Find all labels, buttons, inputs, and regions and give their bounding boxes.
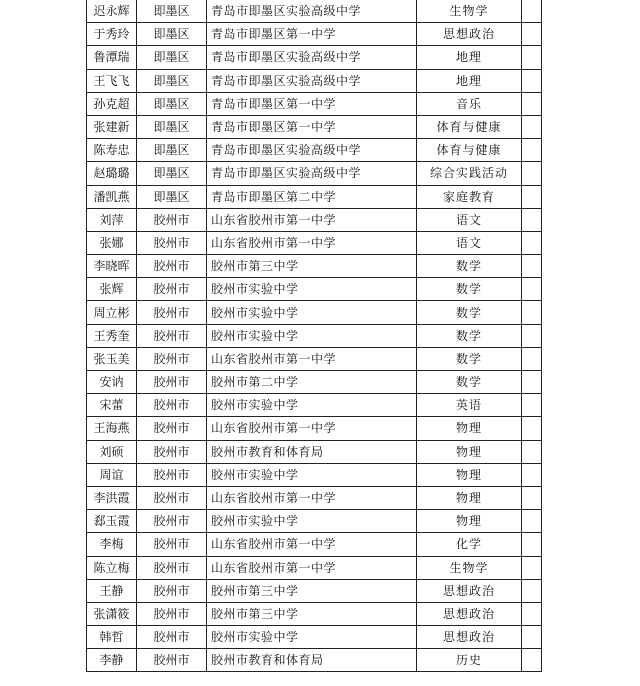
school-cell: 青岛市即墨区实验高级中学 (207, 69, 417, 92)
name-cell: 刘萍 (87, 208, 137, 231)
school-cell: 胶州市第二中学 (207, 371, 417, 394)
district-cell: 胶州市 (137, 463, 207, 486)
table-row (87, 417, 542, 440)
school-cell: 胶州市第三中学 (207, 602, 417, 625)
name-cell: 韩哲 (87, 626, 137, 649)
subject-cell: 物理 (417, 463, 522, 486)
table-row (87, 556, 542, 579)
district-cell: 胶州市 (137, 324, 207, 347)
subject-cell: 数学 (417, 371, 522, 394)
name-cell: 李静 (87, 649, 137, 672)
school-cell: 胶州市教育和体育局 (207, 649, 417, 672)
name-cell: 于秀玲 (87, 23, 137, 46)
school-cell: 青岛市即墨区第二中学 (207, 185, 417, 208)
subject-cell: 地理 (417, 46, 522, 69)
table-row (87, 347, 542, 370)
district-cell: 胶州市 (137, 371, 207, 394)
school-cell: 山东省胶州市第一中学 (207, 347, 417, 370)
district-cell: 即墨区 (137, 46, 207, 69)
district-cell: 胶州市 (137, 394, 207, 417)
district-cell: 即墨区 (137, 162, 207, 185)
school-cell: 胶州市实验中学 (207, 324, 417, 347)
blank-cell (522, 371, 542, 394)
name-cell: 刘硕 (87, 440, 137, 463)
school-cell: 山东省胶州市第一中学 (207, 556, 417, 579)
district-cell: 即墨区 (137, 23, 207, 46)
name-cell: 周谊 (87, 463, 137, 486)
name-cell: 王海燕 (87, 417, 137, 440)
blank-cell (522, 649, 542, 672)
district-cell: 即墨区 (137, 92, 207, 115)
subject-cell: 体育与健康 (417, 115, 522, 138)
school-cell: 胶州市实验中学 (207, 626, 417, 649)
name-cell: 陈立梅 (87, 556, 137, 579)
district-cell: 即墨区 (137, 0, 207, 23)
name-cell: 张建新 (87, 115, 137, 138)
school-cell: 胶州市教育和体育局 (207, 440, 417, 463)
blank-cell (522, 162, 542, 185)
table-row (87, 115, 542, 138)
school-cell: 胶州市第三中学 (207, 255, 417, 278)
table-row (87, 185, 542, 208)
school-cell: 青岛市即墨区第一中学 (207, 115, 417, 138)
blank-cell (522, 92, 542, 115)
district-cell: 胶州市 (137, 347, 207, 370)
table-row (87, 324, 542, 347)
subject-cell: 物理 (417, 486, 522, 509)
table-row (87, 255, 542, 278)
district-cell: 胶州市 (137, 208, 207, 231)
table-row (87, 301, 542, 324)
name-cell: 王静 (87, 579, 137, 602)
school-cell: 山东省胶州市第一中学 (207, 417, 417, 440)
blank-cell (522, 46, 542, 69)
blank-cell (522, 255, 542, 278)
blank-cell (522, 208, 542, 231)
name-cell: 周立彬 (87, 301, 137, 324)
blank-cell (522, 463, 542, 486)
subject-cell: 综合实践活动 (417, 162, 522, 185)
subject-cell: 音乐 (417, 92, 522, 115)
blank-cell (522, 626, 542, 649)
subject-cell: 体育与健康 (417, 139, 522, 162)
blank-cell (522, 440, 542, 463)
school-cell: 青岛市即墨区实验高级中学 (207, 0, 417, 23)
school-cell: 山东省胶州市第一中学 (207, 231, 417, 254)
district-cell: 胶州市 (137, 440, 207, 463)
district-cell: 胶州市 (137, 486, 207, 509)
table-row (87, 486, 542, 509)
school-cell: 青岛市即墨区第一中学 (207, 92, 417, 115)
subject-cell: 数学 (417, 255, 522, 278)
subject-cell: 生物学 (417, 556, 522, 579)
table-row (87, 649, 542, 672)
table-row (87, 208, 542, 231)
district-cell: 即墨区 (137, 69, 207, 92)
name-cell: 张娜 (87, 231, 137, 254)
table-row (87, 231, 542, 254)
subject-cell: 语文 (417, 208, 522, 231)
blank-cell (522, 579, 542, 602)
name-cell: 赵璐璐 (87, 162, 137, 185)
district-cell: 即墨区 (137, 139, 207, 162)
table-row (87, 0, 542, 23)
name-cell: 张潇筱 (87, 602, 137, 625)
name-cell: 孙克超 (87, 92, 137, 115)
district-cell: 胶州市 (137, 649, 207, 672)
district-cell: 胶州市 (137, 533, 207, 556)
name-cell: 陈寿忠 (87, 139, 137, 162)
table-row (87, 440, 542, 463)
school-cell: 山东省胶州市第一中学 (207, 208, 417, 231)
name-cell: 李晓晖 (87, 255, 137, 278)
school-cell: 青岛市即墨区第一中学 (207, 23, 417, 46)
subject-cell: 数学 (417, 278, 522, 301)
subject-cell: 历史 (417, 649, 522, 672)
blank-cell (522, 139, 542, 162)
subject-cell: 英语 (417, 394, 522, 417)
district-cell: 即墨区 (137, 115, 207, 138)
district-cell: 胶州市 (137, 231, 207, 254)
table-row (87, 626, 542, 649)
school-cell: 青岛市即墨区实验高级中学 (207, 162, 417, 185)
name-cell: 迟永辉 (87, 0, 137, 23)
blank-cell (522, 533, 542, 556)
subject-cell: 思想政治 (417, 579, 522, 602)
district-cell: 胶州市 (137, 602, 207, 625)
name-cell: 王飞飞 (87, 69, 137, 92)
school-cell: 胶州市实验中学 (207, 301, 417, 324)
blank-cell (522, 556, 542, 579)
blank-cell (522, 115, 542, 138)
table-row (87, 602, 542, 625)
district-cell: 胶州市 (137, 417, 207, 440)
district-cell: 胶州市 (137, 556, 207, 579)
blank-cell (522, 324, 542, 347)
subject-cell: 思想政治 (417, 626, 522, 649)
school-cell: 胶州市第三中学 (207, 579, 417, 602)
blank-cell (522, 278, 542, 301)
subject-cell: 家庭教育 (417, 185, 522, 208)
school-cell: 胶州市实验中学 (207, 510, 417, 533)
subject-cell: 数学 (417, 324, 522, 347)
blank-cell (522, 510, 542, 533)
name-cell: 安讷 (87, 371, 137, 394)
blank-cell (522, 301, 542, 324)
table-row (87, 162, 542, 185)
blank-cell (522, 0, 542, 23)
subject-cell: 数学 (417, 301, 522, 324)
table-row (87, 139, 542, 162)
teacher-list-table (86, 0, 542, 672)
district-cell: 胶州市 (137, 278, 207, 301)
school-cell: 山东省胶州市第一中学 (207, 486, 417, 509)
table-row (87, 510, 542, 533)
school-cell: 青岛市即墨区实验高级中学 (207, 46, 417, 69)
name-cell: 郄玉霞 (87, 510, 137, 533)
name-cell: 潘凯燕 (87, 185, 137, 208)
district-cell: 胶州市 (137, 579, 207, 602)
blank-cell (522, 602, 542, 625)
district-cell: 胶州市 (137, 255, 207, 278)
subject-cell: 思想政治 (417, 602, 522, 625)
name-cell: 宋蕾 (87, 394, 137, 417)
school-cell: 胶州市实验中学 (207, 463, 417, 486)
district-cell: 胶州市 (137, 510, 207, 533)
school-cell: 山东省胶州市第一中学 (207, 533, 417, 556)
table-row (87, 371, 542, 394)
blank-cell (522, 23, 542, 46)
blank-cell (522, 347, 542, 370)
blank-cell (522, 69, 542, 92)
subject-cell: 思想政治 (417, 23, 522, 46)
teacher-list-body (87, 0, 542, 672)
name-cell: 鲁潭瑞 (87, 46, 137, 69)
blank-cell (522, 486, 542, 509)
name-cell: 张辉 (87, 278, 137, 301)
table-row (87, 463, 542, 486)
subject-cell: 数学 (417, 347, 522, 370)
table-row (87, 278, 542, 301)
school-cell: 胶州市实验中学 (207, 394, 417, 417)
subject-cell: 化学 (417, 533, 522, 556)
blank-cell (522, 231, 542, 254)
name-cell: 李梅 (87, 533, 137, 556)
blank-cell (522, 417, 542, 440)
blank-cell (522, 185, 542, 208)
subject-cell: 物理 (417, 440, 522, 463)
name-cell: 张玉美 (87, 347, 137, 370)
school-cell: 青岛市即墨区实验高级中学 (207, 139, 417, 162)
subject-cell: 语文 (417, 231, 522, 254)
table-row (87, 46, 542, 69)
teacher-list-sheet (86, 0, 541, 672)
district-cell: 胶州市 (137, 626, 207, 649)
table-row (87, 23, 542, 46)
table-row (87, 394, 542, 417)
subject-cell: 地理 (417, 69, 522, 92)
district-cell: 胶州市 (137, 301, 207, 324)
subject-cell: 物理 (417, 510, 522, 533)
table-row (87, 533, 542, 556)
subject-cell: 物理 (417, 417, 522, 440)
table-row (87, 69, 542, 92)
blank-cell (522, 394, 542, 417)
table-row (87, 579, 542, 602)
name-cell: 王秀奎 (87, 324, 137, 347)
school-cell: 胶州市实验中学 (207, 278, 417, 301)
subject-cell: 生物学 (417, 0, 522, 23)
district-cell: 即墨区 (137, 185, 207, 208)
name-cell: 李洪霞 (87, 486, 137, 509)
table-row (87, 92, 542, 115)
